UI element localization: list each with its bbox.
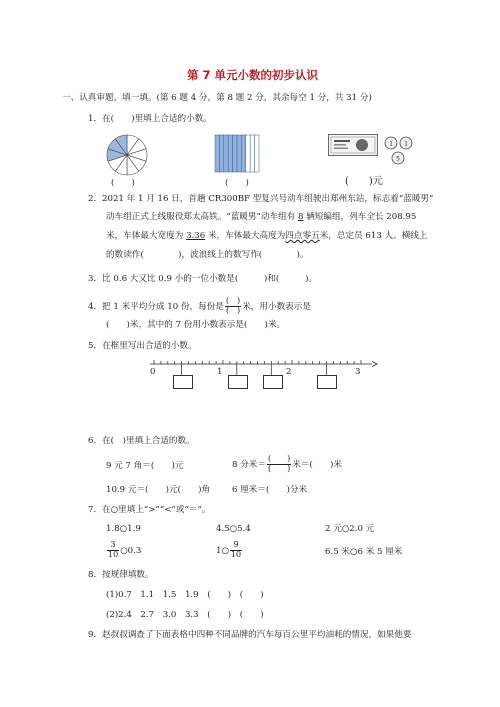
question-5-label: 5．在框里写出合适的小数。 [88,341,197,351]
q7-item-d[interactable]: $\frac{3}{10}$ ○0.3 [108,540,142,559]
question-7-label: 7．在○里填上“>”“<”或“＝”。 [88,505,211,515]
number-line-arrow [372,362,377,367]
q6-item-d[interactable]: 6 厘米＝( )分米 [232,485,308,495]
question-4-line-2: ( )米，其中的 7 份用小数表示是( )米。 [106,320,286,330]
tick-label-2: 2 [286,367,292,377]
question-2-line-4: 的数读作( )，波浪线上的数写作( )。 [106,250,309,260]
question-9: 9．赵叔叔调查了下面表格中四种不同品牌的汽车每百公里平均油耗的情况，如果他要 [88,630,412,640]
q1-blank-1[interactable]: ( ) [111,178,135,188]
section-heading: 一、认真审题，填一填。(第 6 题 4 分，第 8 题 2 分，其余每空 1 分，共 31 分) [62,93,372,103]
q6-item-c[interactable]: 10.9 元＝( )元( )角 [106,485,211,495]
q1-blank-3[interactable]: ( )元 [345,176,383,187]
question-1-label: 1．在( )里填上合适的小数。 [88,114,212,124]
tick-label-3: 3 [355,367,361,377]
question-6-label: 6．在( )里填上合适的数。 [88,436,195,446]
coin-icon [384,136,414,172]
tenth-strip [237,135,241,172]
question-3: 3．比 0.6 大又比 0.9 小的一位小数是( )和( )。 [88,274,318,284]
question-2-line-2: 动车组正式上线服役郑太高铁。“蓝暖男”动车组有 8 辆短编组，列车全长 208.95 [106,212,417,222]
banknote-icon [328,134,378,156]
page-title: 第 7 单元小数的初步认识 [187,68,319,82]
tenth-strip [233,135,237,172]
tenth-strip [224,135,228,172]
tenths-square-icon [215,135,259,172]
tenth-strip [246,135,250,172]
q1-blank-2[interactable]: ( ) [225,178,249,188]
q7-item-e[interactable]: 1○ $\frac{9}{10}$ [216,540,242,559]
question-8-label: 8．按规律填数。 [88,570,154,580]
tenth-strip [250,135,254,172]
answer-box-4[interactable] [317,375,337,389]
tenth-strip [215,135,219,172]
tenth-strip [219,135,223,172]
q7-item-f[interactable]: 6.5 米○6 米 5 厘米 [325,547,403,557]
tenth-strip [241,135,245,172]
pie-icon [106,134,148,176]
answer-box-3[interactable] [263,375,283,389]
question-4-line-1: 4．把 1 米平均分成 10 份，每份是 $\frac{( )}{( )}$ 米，用小数表示是 [88,296,311,315]
q7-item-c[interactable]: 2 元○2.0 元 [325,524,375,534]
tenth-strip [255,135,259,172]
svg-text:1: 1 [389,140,393,148]
q6-item-b[interactable]: 8 分米＝ $\frac{( )}{( )}$ 米＝( )米 [232,454,342,473]
q7-item-a[interactable]: 1.8○1.9 [106,524,141,534]
tick-label-1: 1 [217,367,223,377]
tenth-strip [228,135,232,172]
q6-item-a[interactable]: 9 元 7 角＝( )元 [106,461,184,471]
svg-text:1: 1 [404,140,408,148]
question-2-line-3: 米，车体最大宽度为 3.36 米，车体最大高度为四点零五米，总定员 613 人。横线上 [106,231,428,241]
tick-label-0: 0 [150,367,156,377]
svg-text:5: 5 [396,155,400,163]
q7-item-b[interactable]: 4.5○5.4 [216,524,251,534]
q4-fraction[interactable]: $\frac{( )}{( )}$ [225,296,241,315]
q8-row-1[interactable]: (1)0.7 1.1 1.5 1.9 ( ) ( ) [106,590,264,600]
answer-box-1[interactable] [173,375,193,389]
answer-box-2[interactable] [228,375,248,389]
question-2-line-1: 2．2021 年 1 月 16 日，首趟 CR300BF 型复兴号动车组驶出郑州东站，标志着“蓝暖男” [88,194,434,204]
q8-row-2[interactable]: (2)2.4 2.7 3.0 3.3 ( ) ( ) [106,610,264,620]
